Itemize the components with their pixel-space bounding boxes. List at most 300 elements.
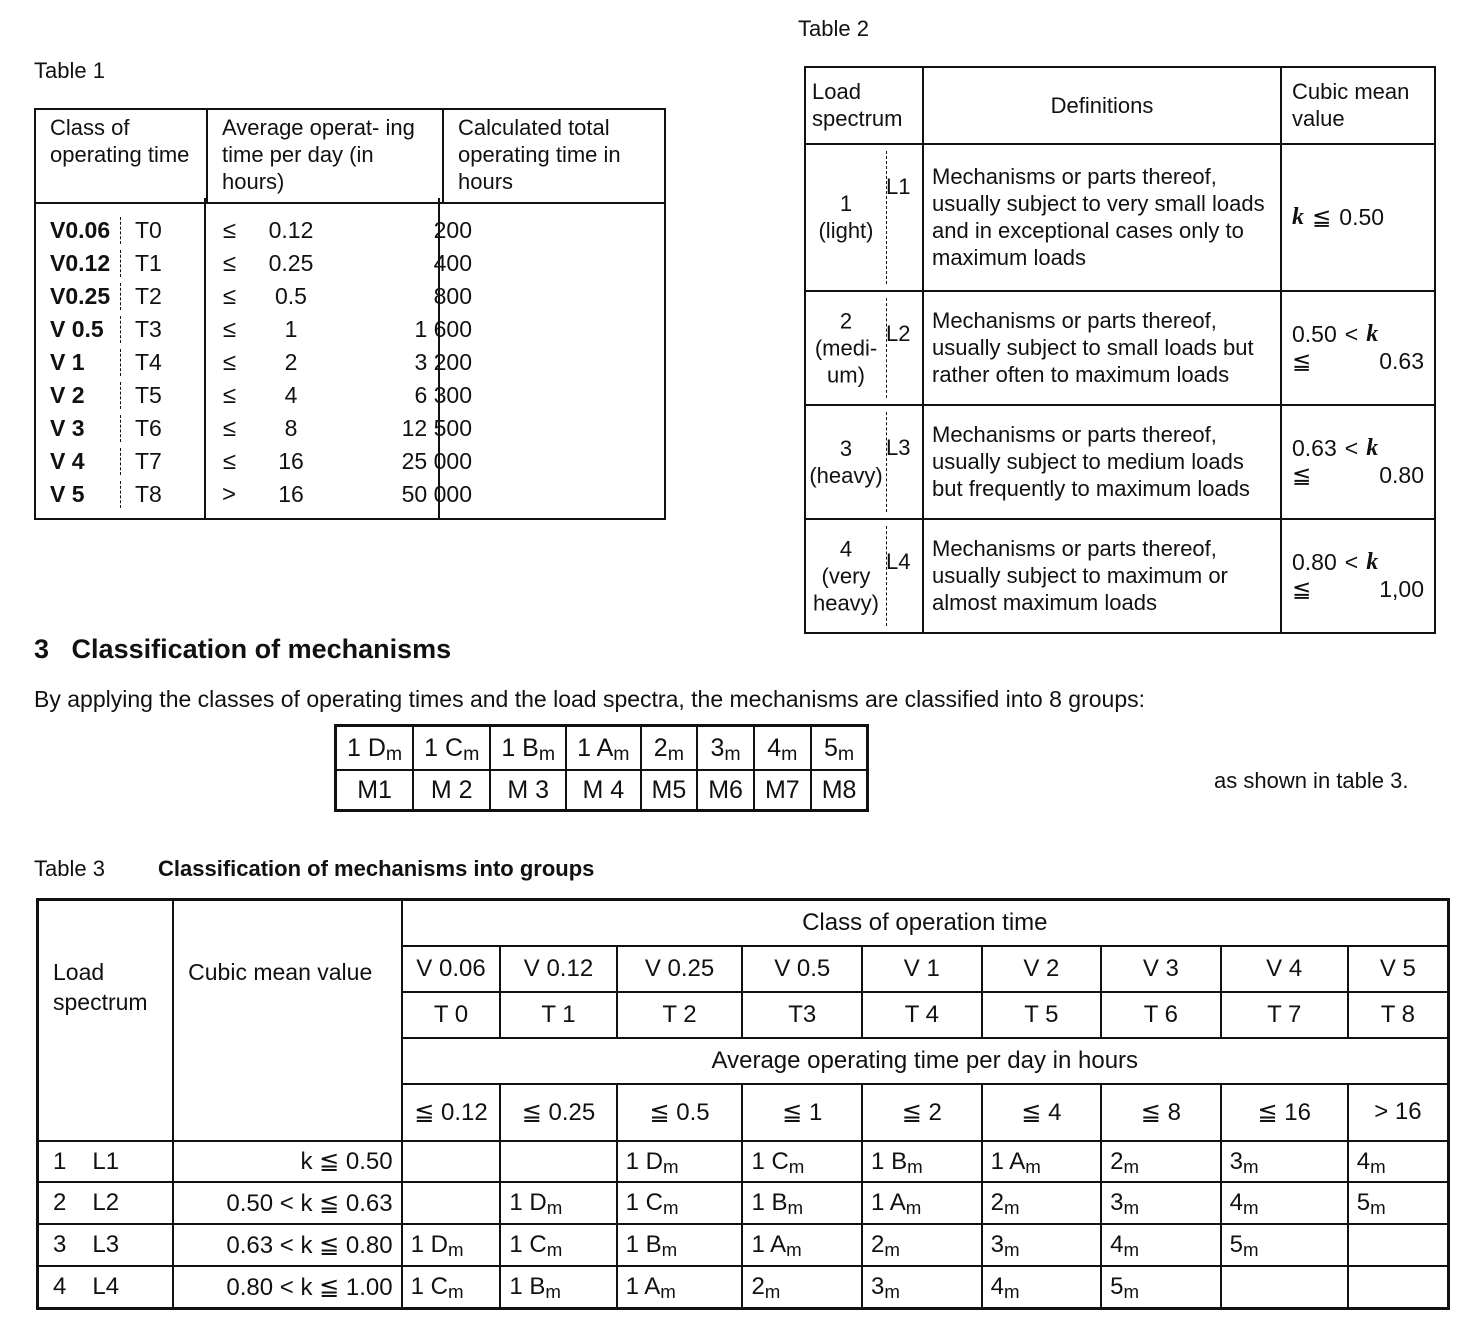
- group-code-subscript: m: [463, 742, 480, 765]
- group-code: 1 Bm: [871, 1147, 923, 1177]
- less-equal-symbol: ≦: [1292, 575, 1312, 602]
- spectrum-number: 4: [53, 1273, 67, 1301]
- t-class: T2: [120, 283, 186, 310]
- group-code: 2m: [871, 1231, 900, 1261]
- load-spectrum-pair: [39, 1273, 172, 1301]
- group-code-base: 1 A: [577, 733, 614, 762]
- mechanism-group-cell: [1101, 1266, 1220, 1308]
- group-code: 5m: [1356, 1189, 1386, 1219]
- v-class-header: V 4: [1221, 946, 1348, 992]
- load-spectrum-cell: [38, 1266, 174, 1308]
- group-code-subscript: m: [837, 742, 855, 765]
- subscript: m: [1123, 1239, 1140, 1261]
- spectrum-number: 2: [53, 1189, 67, 1217]
- spectrum-code: L3: [886, 434, 911, 460]
- group-code: [490, 726, 566, 771]
- upper-bound: 1,00: [1379, 575, 1424, 602]
- subscript: m: [1123, 1281, 1140, 1303]
- subscript: m: [1003, 1197, 1020, 1219]
- load-spectrum-cell: [805, 144, 923, 291]
- spectrum-code: L3: [92, 1231, 120, 1259]
- average-hours-header: ≦ 4: [982, 1084, 1102, 1141]
- lower-bound: 0.80: [1292, 548, 1337, 575]
- t-class: T6: [120, 415, 186, 442]
- mechanism-group: M6: [697, 770, 754, 811]
- subscript: m: [662, 1197, 679, 1219]
- t-class: T7: [120, 448, 186, 475]
- less-than-symbol: <: [1344, 320, 1359, 347]
- subscript: m: [545, 1281, 562, 1303]
- spectrum-label: (very heavy): [812, 563, 880, 616]
- average-hours-header: ≦ 8: [1101, 1084, 1220, 1141]
- table3-row: [38, 1224, 1449, 1266]
- comparison-operator: ≤: [222, 381, 236, 409]
- t-class: T8: [120, 481, 186, 508]
- group-code-base: 4: [767, 733, 782, 762]
- section-text: By applying the classes of operating times and the load spectra, the mechanisms are classified into 8 groups:: [34, 686, 1145, 712]
- subscript: m: [905, 1197, 922, 1219]
- spectrum-number: 1: [839, 191, 853, 217]
- load-spectrum-number: [808, 307, 884, 388]
- mechanism-group-cell: [1221, 1224, 1348, 1266]
- cubic-mean-value: 0.80 < k ≦ 1.00: [173, 1266, 401, 1308]
- mechanism-group-cell: [1221, 1266, 1348, 1308]
- spectrum-code: L4: [92, 1273, 120, 1301]
- upper-bound: 0.50: [1339, 203, 1385, 230]
- group-code-base: 1 B: [501, 733, 539, 762]
- dashed-divider: [886, 526, 887, 626]
- load-spectrum-cell: [38, 1182, 174, 1224]
- group-code: [566, 726, 640, 771]
- comparison-operator: ≤: [222, 414, 236, 442]
- mechanism-group-cell: [500, 1182, 616, 1224]
- mechanism-group-cell: [500, 1266, 616, 1308]
- spectrum-code: L1: [886, 173, 911, 199]
- group-code: 4m: [1229, 1189, 1259, 1219]
- spectrum-code: L2: [92, 1189, 120, 1217]
- average-hours-header: ≦ 2: [862, 1084, 982, 1141]
- spectrum-code: L2: [886, 320, 911, 346]
- lower-bound: 0.63: [1292, 434, 1337, 461]
- group-code: 1 Cm: [751, 1147, 805, 1177]
- load-spectrum-pair: [39, 1231, 172, 1259]
- group-code-base: 5: [823, 733, 838, 762]
- hours-value: 8: [284, 415, 298, 441]
- v-class-header: V 0.06: [402, 946, 501, 992]
- cubic-mean-value: [1281, 519, 1435, 633]
- mechanism-group-cell: [742, 1266, 862, 1308]
- subscript: m: [661, 1239, 678, 1261]
- mechanism-group: M 3: [490, 770, 566, 811]
- total-hours-value: 25 000: [401, 448, 472, 474]
- group-code: [754, 726, 811, 771]
- spectrum-label: (heavy): [809, 462, 883, 488]
- table3: [36, 898, 1450, 1310]
- mechanism-group-cell: [617, 1141, 743, 1183]
- mechanism-group-cell: [1101, 1224, 1220, 1266]
- spectrum-code: L4: [886, 548, 911, 574]
- hours-value: 0.12: [268, 217, 314, 243]
- mechanism-group-cell: [982, 1224, 1102, 1266]
- mechanism-group-cell: [402, 1182, 501, 1224]
- average-hours-header: > 16: [1348, 1084, 1449, 1141]
- group-code: 5m: [1110, 1273, 1140, 1303]
- average-hours-header: ≦ 1: [742, 1084, 862, 1141]
- subscript: m: [907, 1155, 923, 1177]
- k-variable: k: [1292, 203, 1304, 230]
- cubic-mean-value: 0.63 < k ≦ 0.80: [173, 1224, 401, 1266]
- mechanism-group-cell: [1348, 1266, 1449, 1308]
- less-than-symbol: <: [1344, 548, 1359, 575]
- hours-value: 0.25: [268, 250, 314, 276]
- cubic-expression-upper: [1292, 348, 1424, 375]
- table1-header-class: Class of operating time: [35, 109, 207, 203]
- spectrum-number: 2: [839, 308, 853, 334]
- hours-value: 1: [284, 316, 298, 342]
- mechanism-group-cell: [862, 1266, 982, 1308]
- load-spectrum-cell: [805, 519, 923, 633]
- v-class: V 4: [50, 448, 85, 474]
- table3-row: [38, 1266, 1449, 1308]
- t-class: T3: [120, 316, 186, 343]
- spectrum-number: 4: [839, 536, 853, 562]
- definition-text: Mechanisms or parts thereof, usually subject to medium loads but frequently to maximum loads: [923, 405, 1281, 519]
- subscript: m: [884, 1281, 900, 1303]
- mechanism-group-cell: [617, 1266, 743, 1308]
- group-code-subscript: m: [613, 742, 630, 765]
- average-hours-header: ≦ 0.25: [500, 1084, 616, 1141]
- subscript: m: [1025, 1155, 1041, 1177]
- less-than-symbol: <: [1344, 434, 1359, 461]
- group-code: [641, 726, 698, 771]
- v-class: V 2: [50, 382, 85, 408]
- table1-row: [36, 313, 664, 346]
- group-code: 3m: [871, 1273, 900, 1303]
- definition-text: Mechanisms or parts thereof, usually subject to maximum or almost maximum loads: [923, 519, 1281, 633]
- table2-row: [805, 405, 1435, 519]
- hours-value: 0.5: [275, 283, 307, 309]
- subscript: m: [764, 1281, 781, 1303]
- group-code: 1 Dm: [410, 1231, 464, 1261]
- comparison-operator: ≤: [222, 249, 236, 277]
- average-hours-header: ≦ 0.12: [402, 1084, 501, 1141]
- section-number: 3: [34, 634, 50, 664]
- upper-bound: 0.63: [1379, 347, 1424, 374]
- group-code: 5m: [1229, 1231, 1259, 1261]
- t-class: T5: [120, 382, 186, 409]
- total-hours-value: 50 000: [401, 481, 472, 507]
- comparison-operator: ≤: [222, 447, 236, 475]
- table2-header-load-spectrum: Load spectrum: [805, 67, 923, 144]
- table3-header-load-spectrum: Load spectrum: [38, 900, 174, 1141]
- less-equal-symbol: ≦: [1292, 461, 1312, 488]
- k-variable: k: [1366, 320, 1379, 347]
- subscript: m: [1003, 1239, 1020, 1261]
- table3-header-average: Average operating time per day in hours: [402, 1038, 1449, 1084]
- dashed-divider: [886, 412, 887, 512]
- group-code: 1 Dm: [509, 1189, 563, 1219]
- t-class-header: T 5: [982, 992, 1102, 1038]
- mechanism-group-cell: [742, 1224, 862, 1266]
- group-code: 3m: [1110, 1189, 1140, 1219]
- subscript: m: [1242, 1197, 1259, 1219]
- group-code: 2m: [990, 1189, 1020, 1219]
- group-code-subscript: m: [781, 742, 798, 765]
- group-code: [811, 726, 868, 771]
- cubic-expression: [1292, 321, 1424, 348]
- table1-row: [36, 346, 664, 379]
- v-class: V 5: [50, 481, 85, 507]
- average-hours-header: ≦ 16: [1221, 1084, 1348, 1141]
- v-class-header: V 0.25: [617, 946, 743, 992]
- load-spectrum-cell: [805, 405, 923, 519]
- v-class: V0.25: [50, 283, 111, 309]
- mechanism-group-cell: [402, 1141, 501, 1183]
- group-code: 4m: [1356, 1147, 1386, 1177]
- group-code: 1 Cm: [410, 1273, 464, 1303]
- table3-caption-title: Classification of mechanisms into groups: [158, 856, 595, 881]
- cubic-mean-value: [1281, 405, 1435, 519]
- cubic-mean-value: 0.50 < k ≦ 0.63: [173, 1182, 401, 1224]
- t-class-header: T 7: [1221, 992, 1348, 1038]
- group-code: 3m: [1229, 1147, 1259, 1177]
- mechanism-group: M 2: [413, 770, 490, 811]
- subscript: m: [546, 1239, 563, 1261]
- spectrum-label: (medi- um): [814, 335, 878, 388]
- table1-row: [36, 280, 664, 313]
- mechanism-group-cell: [1221, 1141, 1348, 1183]
- subscript: m: [546, 1197, 563, 1219]
- subscript: m: [788, 1155, 805, 1177]
- table3-row: [38, 1182, 1449, 1224]
- total-hours-value: 12 500: [401, 415, 472, 441]
- v-class-header: V 5: [1348, 946, 1449, 992]
- cubic-expression: [1292, 549, 1424, 576]
- section-heading: [34, 634, 451, 665]
- subscript: m: [786, 1239, 802, 1261]
- mechanism-group-cell: [1348, 1141, 1449, 1183]
- load-spectrum-pair: [39, 1148, 172, 1176]
- t-class-header: T 2: [617, 992, 743, 1038]
- k-variable: k: [1366, 548, 1379, 575]
- table1-row: [36, 412, 664, 445]
- comparison-operator: ≤: [222, 282, 236, 310]
- mechanism-group: M7: [754, 770, 811, 811]
- load-spectrum-cell: [38, 1141, 174, 1183]
- group-code: 4m: [990, 1273, 1020, 1303]
- table3-caption-number: Table 3: [34, 856, 105, 881]
- table2-row: [805, 291, 1435, 405]
- t-class-header: T3: [742, 992, 862, 1038]
- mechanism-group-cell: [402, 1224, 501, 1266]
- cubic-mean-value: [1281, 291, 1435, 405]
- comparison-operator: ≤: [222, 348, 236, 376]
- group-code: 1 Dm: [625, 1147, 679, 1177]
- t-class-header: T 1: [500, 992, 616, 1038]
- group-code: 1 Am: [990, 1147, 1041, 1177]
- dashed-divider: [886, 151, 887, 284]
- spectrum-label: (light): [818, 218, 874, 244]
- definition-text: Mechanisms or parts thereof, usually subject to very small loads and in exceptional cases only to maximum loads: [923, 144, 1281, 291]
- group-code-subscript: m: [667, 742, 684, 765]
- group-code: 1 Cm: [509, 1231, 563, 1261]
- group-code: [697, 726, 754, 771]
- load-spectrum-cell: [805, 291, 923, 405]
- total-hours-value: 1 600: [414, 316, 472, 342]
- table1: [34, 108, 666, 520]
- subscript: m: [447, 1281, 464, 1303]
- table1-header-total: Calculated total operating time in hours: [443, 109, 665, 203]
- table3-header-class: Class of operation time: [402, 900, 1449, 947]
- table1-row: [36, 379, 664, 412]
- less-equal-symbol: ≦: [1292, 347, 1312, 374]
- mechanism-group-cell: [982, 1141, 1102, 1183]
- mechanism-group-cell: [617, 1224, 743, 1266]
- mechanism-group-cell: [500, 1224, 616, 1266]
- v-class-header: V 0.5: [742, 946, 862, 992]
- subscript: m: [1242, 1155, 1259, 1177]
- table2: [804, 66, 1436, 634]
- subscript: m: [1242, 1239, 1259, 1261]
- subscript: m: [662, 1155, 679, 1177]
- table1-row: [36, 214, 664, 247]
- subscript: m: [884, 1239, 900, 1261]
- as-shown-text: as shown in table 3.: [1214, 768, 1409, 793]
- total-hours-value: 3 200: [414, 349, 472, 375]
- table1-row: [36, 478, 664, 511]
- mechanism-group-cell: [1221, 1182, 1348, 1224]
- table2-caption: Table 2: [798, 16, 869, 41]
- load-spectrum-pair: [39, 1189, 172, 1217]
- table2-header-definitions: Definitions: [923, 67, 1281, 144]
- upper-bound: 0.80: [1379, 461, 1424, 488]
- group-code: 3m: [990, 1231, 1020, 1261]
- mechanism-group: M 4: [566, 770, 640, 811]
- load-spectrum-number: [808, 535, 884, 616]
- table1-header-average: Average operat- ing time per day (in hours): [207, 109, 443, 203]
- mechanism-group-cell: [1348, 1224, 1449, 1266]
- k-variable: k: [1366, 434, 1379, 461]
- mechanism-group-cell: [982, 1182, 1102, 1224]
- total-hours-value: 400: [433, 250, 472, 276]
- hours-value: 4: [284, 382, 298, 408]
- subscript: m: [1003, 1281, 1020, 1303]
- v-class: V 1: [50, 349, 85, 375]
- group-code-subscript: m: [385, 742, 403, 765]
- subscript: m: [787, 1197, 804, 1219]
- groups-table: [334, 724, 869, 812]
- table1-rows: [36, 214, 664, 511]
- v-class-header: V 1: [862, 946, 982, 992]
- spectrum-number: 1: [53, 1147, 67, 1175]
- v-class: V0.06: [50, 217, 111, 243]
- t-class-header: T 0: [402, 992, 501, 1038]
- table1-row: [36, 445, 664, 478]
- cubic-expression-upper: [1292, 462, 1424, 489]
- dashed-divider: [886, 298, 887, 398]
- mechanism-group-cell: [1101, 1141, 1220, 1183]
- t-class-header: T 8: [1348, 992, 1449, 1038]
- group-code-subscript: m: [538, 742, 556, 765]
- table2-header-cubic-mean: Cubic mean value: [1281, 67, 1435, 144]
- spectrum-number: 3: [839, 435, 853, 461]
- v-class-header: V 3: [1101, 946, 1220, 992]
- mechanism-group-cell: [617, 1182, 743, 1224]
- group-code-base: 2: [653, 733, 668, 762]
- v-class: V 0.5: [50, 316, 104, 342]
- table3-row: [38, 1141, 1449, 1183]
- spectrum-code: L1: [92, 1147, 120, 1175]
- mechanism-group-cell: [742, 1182, 862, 1224]
- mechanism-group-cell: [1348, 1182, 1449, 1224]
- mechanism-group-cell: [500, 1141, 616, 1183]
- t-class: T1: [120, 250, 186, 277]
- less-equal-symbol: ≦: [1312, 203, 1332, 230]
- subscript: m: [1370, 1155, 1386, 1177]
- group-code-base: 3: [710, 733, 725, 762]
- v-class-header: V 2: [982, 946, 1102, 992]
- spectrum-number: 3: [53, 1231, 67, 1259]
- group-code: [336, 726, 414, 771]
- cubic-mean-value: k ≦ 0.50: [173, 1141, 401, 1183]
- mechanism-group-cell: [402, 1266, 501, 1308]
- mechanism-group: M5: [641, 770, 698, 811]
- group-code: 1 Bm: [625, 1231, 678, 1261]
- mechanism-group-cell: [862, 1182, 982, 1224]
- v-class-header: V 0.12: [500, 946, 616, 992]
- total-hours-value: 800: [433, 283, 472, 309]
- lower-bound: 0.50: [1292, 320, 1337, 347]
- mechanism-group: M8: [811, 770, 868, 811]
- t-class: T0: [120, 217, 186, 244]
- hours-value: 16: [278, 448, 304, 474]
- mechanism-group-cell: [742, 1141, 862, 1183]
- subscript: m: [447, 1239, 464, 1261]
- subscript: m: [660, 1281, 676, 1303]
- subscript: m: [1123, 1197, 1140, 1219]
- load-spectrum-number: [808, 190, 884, 244]
- mechanism-group-cell: [862, 1141, 982, 1183]
- group-code: 1 Cm: [625, 1189, 679, 1219]
- mechanism-group-cell: [982, 1266, 1102, 1308]
- average-hours-header: ≦ 0.5: [617, 1084, 743, 1141]
- group-code: 4m: [1110, 1231, 1140, 1261]
- table2-row: [805, 519, 1435, 633]
- total-hours-value: 200: [433, 217, 472, 243]
- t-class-header: T 4: [862, 992, 982, 1038]
- definition-text: Mechanisms or parts thereof, usually subject to small loads but rather often to maximum loads: [923, 291, 1281, 405]
- group-code: 2m: [751, 1273, 781, 1303]
- group-code-base: 1 C: [424, 733, 464, 762]
- table3-header-cubic-mean: Cubic mean value: [173, 900, 401, 1141]
- v-class: V 3: [50, 415, 85, 441]
- group-code: [413, 726, 490, 771]
- mechanism-group-cell: [862, 1224, 982, 1266]
- section-title: Classification of mechanisms: [71, 634, 452, 664]
- comparison-operator: ≤: [222, 216, 236, 244]
- cubic-expression: [1292, 435, 1424, 462]
- group-code: 2m: [1110, 1147, 1140, 1177]
- v-class: V0.12: [50, 250, 111, 276]
- group-code: 1 Am: [625, 1273, 676, 1303]
- subscript: m: [1370, 1197, 1386, 1219]
- group-code: 1 Am: [751, 1231, 802, 1261]
- table2-row: [805, 144, 1435, 291]
- table1-row: [36, 247, 664, 280]
- mechanism-group-cell: [1101, 1182, 1220, 1224]
- group-code: 1 Bm: [751, 1189, 804, 1219]
- mechanism-group: M1: [336, 770, 414, 811]
